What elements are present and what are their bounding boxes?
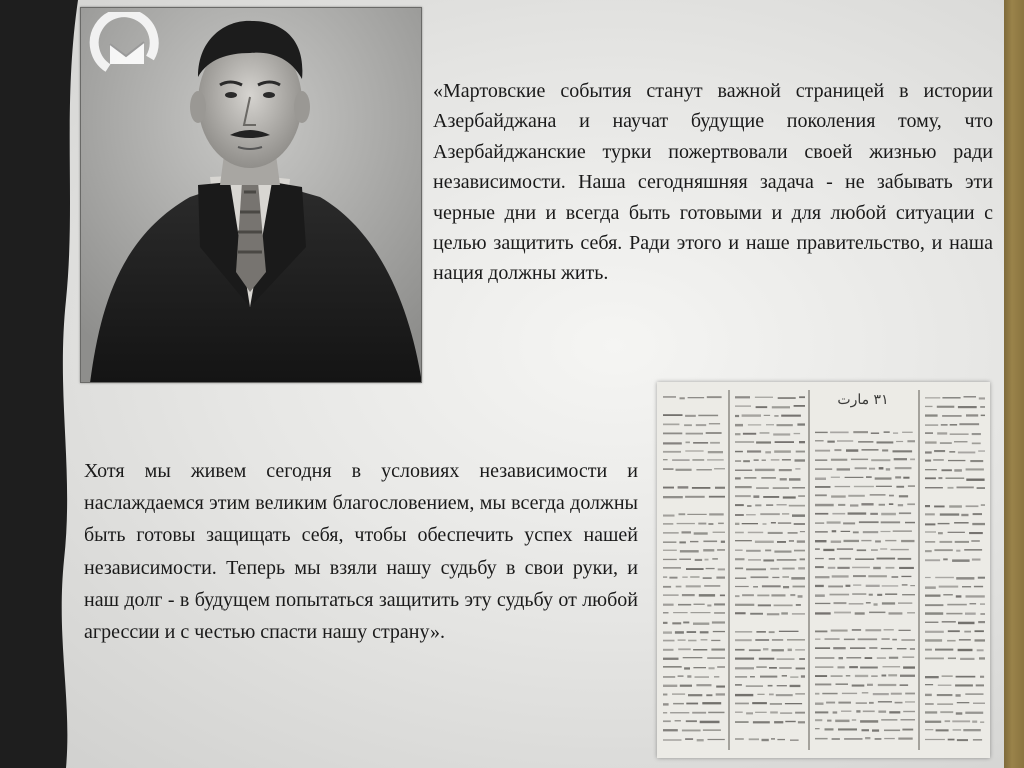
newspaper-header: ٣١ مارت bbox=[837, 392, 889, 408]
quote-top: «Мартовские события станут важной страницей в истории Азербайджана и научат будущие поколения тому, что Азербайджанские турки пожертвовали своей жизнью ради независимости. Наша сегодняшняя задача - не забывать эти черные дни и всегда быть готовыми и для любой ситуации с целью защитить себя. Ради этого и наше правительство, и наша нация должны жить. bbox=[433, 80, 993, 285]
quote-bottom: Хотя мы живем сегодня в условиях независимости и наслаждаемся этим великим благословением, мы всегда должны быть готовы защищать себя, чтобы обеспечить успех нашей независимости. Теперь мы взяли нашу судьбу в свои руки, и наш долг - в будущем попытаться защитить эту судьбу от любой агрессии и с честью спасти нашу страну». bbox=[84, 460, 638, 644]
right-accent-stripe bbox=[1004, 0, 1024, 768]
newspaper-clipping bbox=[657, 382, 990, 758]
left-dark-band bbox=[0, 0, 80, 768]
memorial-logo bbox=[88, 12, 164, 76]
